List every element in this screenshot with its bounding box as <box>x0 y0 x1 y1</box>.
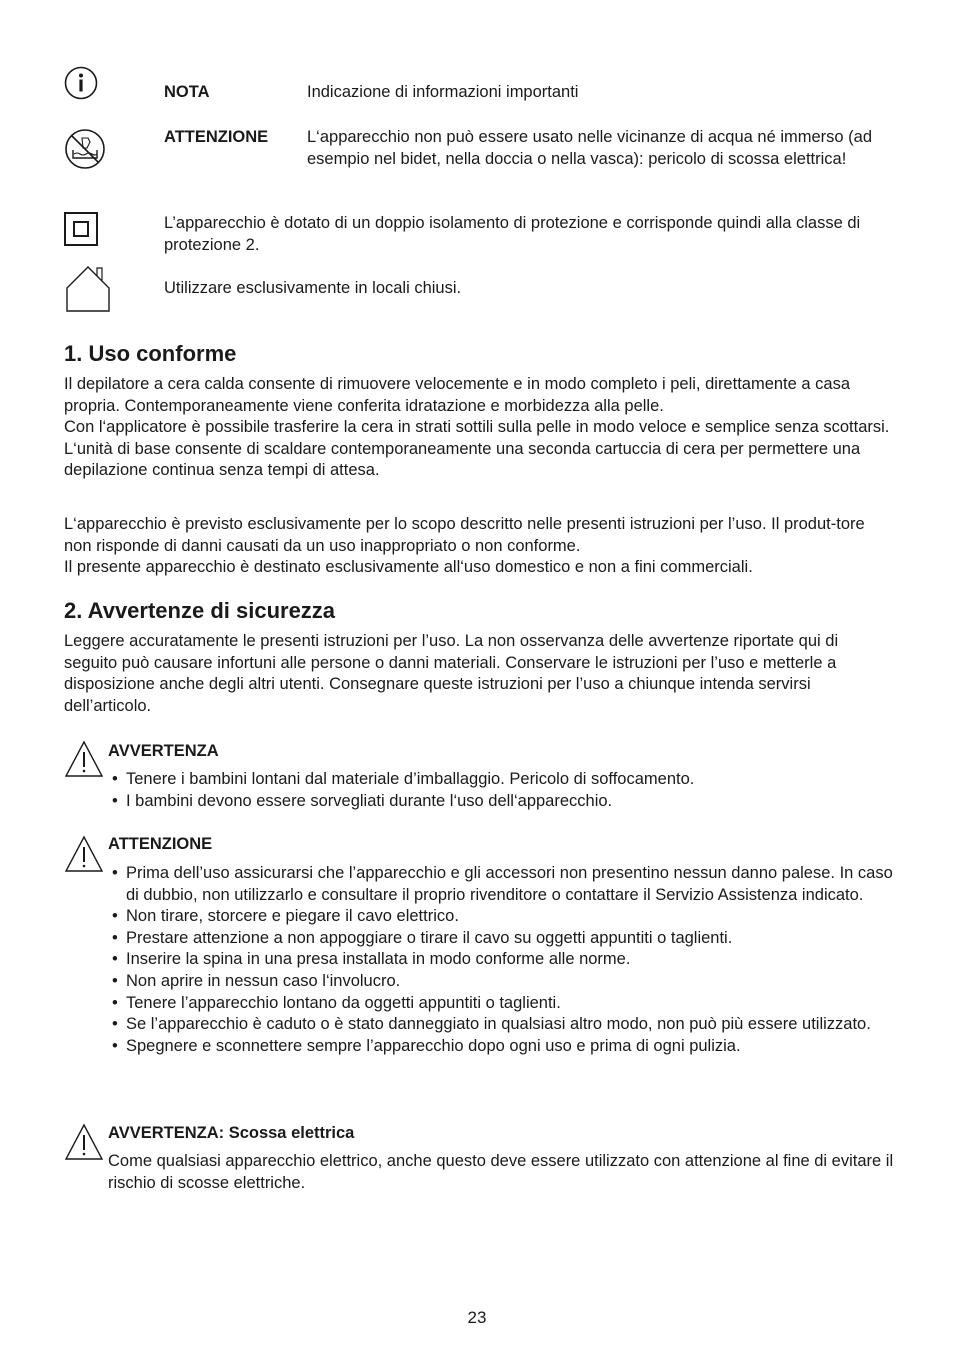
section1-body2 <box>64 514 894 579</box>
list-item: • Tenere i bambini lontani dal materiale d’imballaggio. Pericolo di soffocamento. <box>112 770 695 788</box>
indoor-text: Utilizzare esclusivamente in locali chiusi. <box>164 279 462 297</box>
section1-para5: Il presente apparecchio è destinato esclusivamente all‘uso domestico e non a fini commerciali. <box>64 558 753 577</box>
section1-title: 1. Uso conforme <box>64 341 237 366</box>
section1-para1: Il depilatore a cera calda consente di rimuovere velocemente e in modo completo i peli, direttamente a casa propria. Contemporaneamente viene conferita idratazione e morbidezza alla pelle. <box>64 375 851 415</box>
warning-triangle-icon <box>64 835 104 878</box>
list-item: • Tenere l’apparecchio lontano da oggetti appuntiti o taglienti. <box>112 993 561 1012</box>
section2-intro: Leggere accuratamente le presenti istruzioni per l’uso. La non osservanza delle avvertenze riportate qui di seguito può causare infortuni alle persone o danni materiali. Conservare le istruzioni per l’uso e metterle a disposizione anche degli altri utenti. Consegnare queste istruzioni per l’uso a chiunque intenda servirsi dell’articolo. <box>64 632 839 715</box>
warning-triangle-icon <box>64 1123 104 1166</box>
page-number: 23 <box>467 1308 487 1327</box>
class2-text: L’apparecchio è dotato di un doppio isolamento di protezione e corrisponde quindi alla classe di protezione 2. <box>164 214 861 254</box>
warning-triangle-icon <box>64 740 104 783</box>
nota-label: NOTA <box>164 83 210 101</box>
section1-para2: Con l‘applicatore è possibile trasferire la cera in strati sottili sulla pelle in modo veloce e semplice senza scottarsi. <box>64 418 890 437</box>
warning2-list <box>108 863 898 1057</box>
warning2-title: ATTENZIONE <box>108 835 213 853</box>
warning1-title: AVVERTENZA <box>108 742 219 760</box>
list-item: • Non tirare, storcere e piegare il cavo elettrico. <box>112 907 459 926</box>
warning1-list <box>108 769 898 812</box>
list-item: • Se l’apparecchio è caduto o è stato danneggiato in qualsiasi altro modo, non può più essere utilizzato. <box>112 1015 871 1034</box>
list-item: • Spegnere e sconnettere sempre l’apparecchio dopo ogni uso e prima di ogni pulizia. <box>112 1036 741 1055</box>
attenzione-text: L‘apparecchio non può essere usato nelle vicinanze di acqua né immerso (ad esempio nel bidet, nella doccia o nella vasca): pericolo di scossa elettrica! <box>307 128 873 168</box>
section1-para3: L‘unità di base consente di scaldare contemporaneamente una seconda cartuccia di cera per permettere una depilazione continua senza tempi di attesa. <box>64 439 861 480</box>
list-item: • Inserire la spina in una presa installata in modo conforme alle norme. <box>112 950 631 969</box>
list-item: • Prima dell’uso assicurarsi che l’apparecchio e gli accessori non presentino nessun danno palese. In caso di dubbio, non utilizzarlo e consultare il proprio rivenditore o contattare il Servizio Assistenza indicato. <box>112 864 893 904</box>
list-item: • Non aprire in nessun caso l‘involucro. <box>112 971 401 990</box>
section1-para4: L‘apparecchio è previsto esclusivamente per lo scopo descritto nelle presenti istruzioni per l’uso. Il produt-tore non risponde di danni causati da un uso inappropriato o non conforme. <box>64 515 865 555</box>
no-water-icon <box>64 128 106 175</box>
attenzione-label: ATTENZIONE <box>164 128 269 146</box>
section2-title: 2. Avvertenze di sicurezza <box>64 598 336 623</box>
section1-body <box>64 374 894 482</box>
nota-text: Indicazione di informazioni importanti <box>307 83 579 101</box>
warning3-title: AVVERTENZA: Scossa elettrica <box>108 1124 355 1142</box>
warning3-text: Come qualsiasi apparecchio elettrico, anche questo deve essere utilizzato con attenzione al fine di evitare il rischio di scosse elettriche. <box>108 1152 894 1192</box>
double-insulation-icon <box>64 212 98 251</box>
list-item: • I bambini devono essere sorvegliati durante l‘uso dell‘apparecchio. <box>112 791 613 810</box>
list-item: • Prestare attenzione a non appoggiare o tirare il cavo su oggetti appuntiti o taglienti. <box>112 928 733 947</box>
info-icon <box>64 66 98 105</box>
house-icon <box>64 264 112 319</box>
